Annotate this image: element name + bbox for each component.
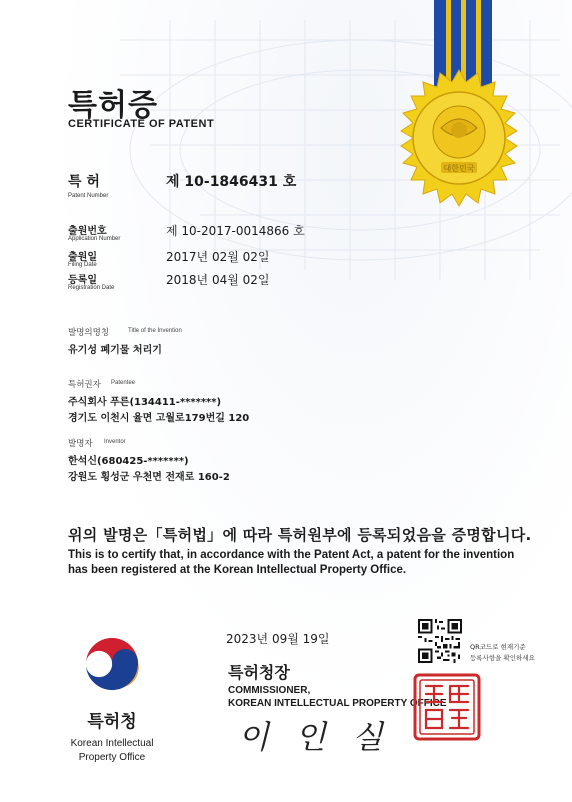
official-stamp	[412, 672, 482, 742]
medal-text: 대한민국	[443, 164, 475, 173]
application-label-en: Application Number	[68, 236, 121, 242]
certification-statement-en-1: This is to certify that, in accordance with the Patent Act, a patent for the invention	[68, 549, 515, 561]
filing-label-en: Filing Date	[68, 262, 97, 268]
application-label: 출원번호	[68, 226, 107, 237]
invention-label: 발명의명칭	[68, 328, 110, 338]
inventor-label: 발명자	[68, 439, 93, 449]
kipo-logo-icon	[80, 632, 144, 696]
qr-code[interactable]	[418, 619, 462, 663]
inventor-label-en: Inventor	[104, 439, 126, 445]
qr-note-line2: 등록사항을 확인하세요	[470, 654, 535, 662]
commissioner-signature: 이인실	[238, 718, 409, 756]
inventor-address: 강원도 횡성군 우천면 전재로 160-2	[68, 472, 230, 483]
patentee-address: 경기도 이천시 율면 고월로179번길 120	[68, 413, 250, 424]
office-name-en-1: Korean Intellectual	[70, 738, 154, 749]
certification-statement-en-2: has been registered at the Korean Intellectual Property Office.	[68, 564, 407, 576]
patent-label: 특 허	[68, 174, 100, 190]
commissioner-title-ko: 특허청장	[228, 663, 290, 682]
certificate-title: 특허증	[68, 88, 158, 123]
application-number: 제 10-2017-0014866 호	[166, 224, 305, 238]
commissioner-title-en-1: COMMISSIONER,	[228, 685, 311, 696]
invention-title: 유기성 폐기물 처리기	[68, 345, 162, 356]
certificate-subtitle: CERTIFICATE OF PATENT	[68, 118, 215, 130]
gold-medal-seal	[389, 68, 529, 208]
commissioner-title-en-2: KOREAN INTELLECTUAL PROPERTY OFFICE	[228, 698, 447, 709]
patentee-label: 특허권자	[68, 380, 101, 390]
certification-statement-ko: 위의 발명은「특허법」에 따라 특허원부에 등록되었음을 증명합니다.	[68, 526, 532, 544]
patent-label-en: Patent Number	[68, 193, 109, 199]
filing-label: 출원일	[68, 252, 97, 263]
registration-date: 2018년 04월 02일	[166, 273, 270, 287]
invention-label-en: Title of the Invention	[128, 328, 182, 334]
issue-date: 2023년 09월 19일	[226, 632, 330, 646]
patentee-label-en: Patentee	[111, 380, 136, 386]
office-name-ko: 특허청	[87, 712, 137, 732]
registration-label: 등록일	[68, 275, 97, 286]
registration-label-en: Registration Date	[68, 285, 115, 291]
office-name-en-2: Property Office	[78, 752, 146, 763]
filing-date: 2017년 02월 02일	[166, 250, 270, 264]
qr-note-line1: QR코드로 현재기준	[470, 643, 526, 651]
patent-number: 제 10-1846431 호	[166, 174, 297, 190]
inventor-name: 한석신(680425-*******)	[68, 456, 189, 467]
patentee-name: 주식회사 푸른(134411-*******)	[68, 397, 222, 408]
